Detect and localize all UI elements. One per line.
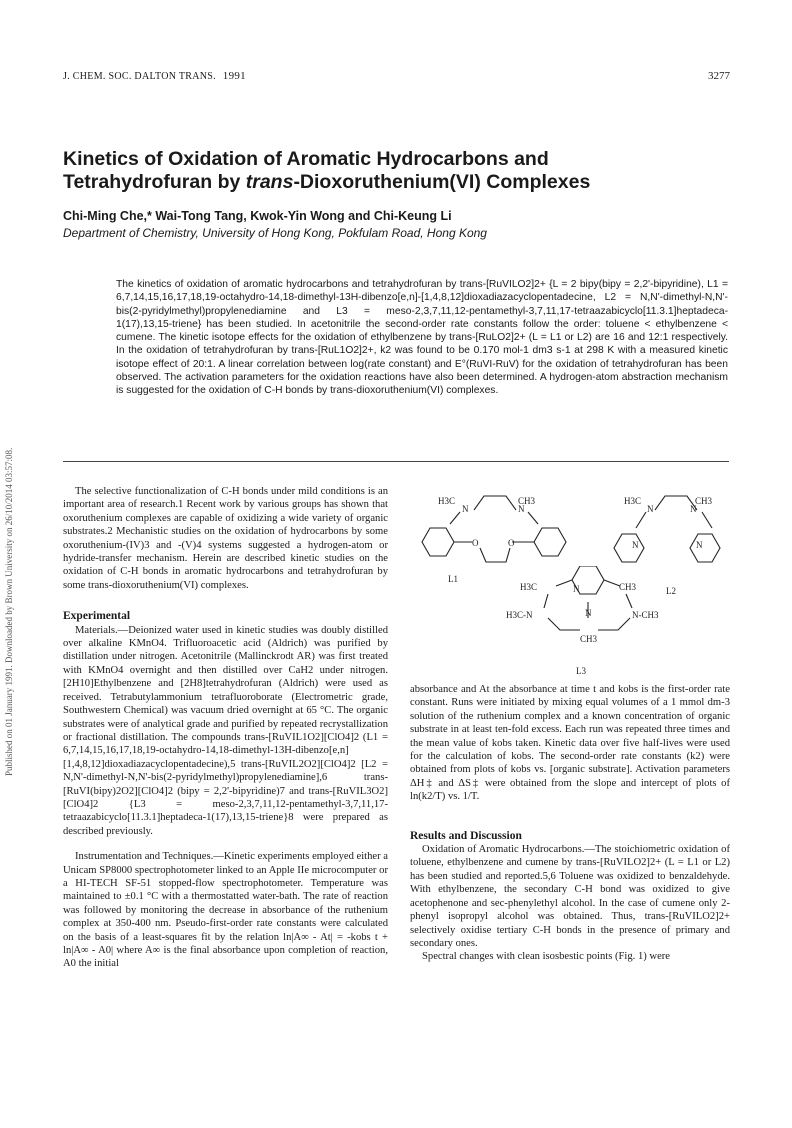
- instrumentation-paragraph: Instrumentation and Techniques.—Kinetic experiments employed either a Unicam SP8000 spectrophotometer linked to an Apple IIe microcomputer or a HI-TECH SF-51 stopped-flow spectrophotometer. Temperature was maintained to ±0.1 °C with a thermostatted water-bath. The rate of reaction was followed by monitoring the decrease in absorbance of the ruthenium complex at 350-400 nm. Pseudo-first-order rate constants were calculated on the basis of a least-squares fit by the relation ln|A∞ - At| = -kobs t + ln|A∞ - A0| where A∞ is the final absorbance upon completion of reaction, A0 the initial: [63, 851, 388, 970]
- l2-n-pyridine-right: N: [696, 540, 703, 550]
- title-line-1: Kinetics of Oxidation of Aromatic Hydrocarbons and: [63, 148, 549, 170]
- materials-paragraph: Materials.—Deionized water used in kinetic studies was doubly distilled over alkaline KMnO4. Trifluoroacetic acid (Aldrich) was purified by distillation under nitrogen. Acetonitrile (Mallinckrodt AR) was first treated with KMnO4 overnight and then distilled over CaH2 under nitrogen. [2H10]Ethylbenzene and [2H8]tetrahydrofuran (Aldrich) were used as received. Tetrabutylammonium tetrafluoroborate (Electrometric grade, Southwestern Chemical) was vacuum dried overnight at 65 °C. The organic substrates were of analytical grade and purified by repeated recrystallization or fractional distillation. The compounds trans-[RuVIL1O2][ClO4]2 (L1 = 6,7,14,15,16,17,18,19-octahydro-14,18-dimethyl-13H-dibenzo[e,n][1,4,8,12]dioxadiazacyclopentadecine),5 trans-[RuVIL2O2][ClO4]2 [L2 = N,N'-dimethyl-N,N'-bis(2-pyridylmethyl)propylenediamine],6 trans-[RuVI(bipy)2O2][ClO4]2 (bipy = 2,2'-bipyridine)7 and trans-[RuVIL3O2][ClO4]2 {L3 = meso-2,3,7,11,12-pentamethyl-3,7,11,17-tetraazabicyclo[11.3.1]heptadeca-1(17),13,15-triene}8 were prepared as described previously.: [63, 624, 388, 837]
- section-heading-results: Results and Discussion: [410, 829, 522, 842]
- affiliation: Department of Chemistry, University of Hong Kong, Pokfulam Road, Hong Kong: [63, 226, 487, 240]
- ligand-l3-structure: [500, 566, 680, 681]
- l1-o-left: O: [472, 538, 479, 548]
- running-header: [63, 70, 246, 82]
- l1-o-right: O: [508, 538, 515, 548]
- l2-h3c-label: H3C: [624, 496, 642, 506]
- l2-n-left: N: [647, 504, 654, 514]
- continued-paragraph: absorbance and At the absorbance at time t and kobs is the first-order rate constant. Runs were initiated by mixing equal volumes of a 1 mmol dm-3 solution of the ruthenium complex and a known concentration of organic substrate in at least ten-fold excess. Each run was repeated three times and the mean value of kobs taken. Kinetic data over five half-lives were used for the calculation of kobs. The second-order rate constants (k2) were obtained from plots of kobs vs. [organic substrate]. Activation parameters ΔH‡ and ΔS‡ were obtained from the slope and intercept of plots of ln(k2/T) vs. 1/T.: [410, 684, 730, 803]
- title-part: -Dioxoruthenium(VI) Complexes: [293, 171, 591, 193]
- abstract: The kinetics of oxidation of aromatic hydrocarbons and tetrahydrofuran by trans-[RuVILO2]2+ {L = 2 bipy(bipy = 2,2'-bipyridine), L1 = 6,7,14,15,16,17,18,19-octahydro-14,18-dimethyl-13H-dibenzo[e,n]-[1,4,8,12]dioxadiazacyclopentadecine, L2 = N,N'-dimethyl-N,N'-bis(2-pyridylmethyl)propylenediamine and L3 = meso-2,3,7,11,12-pentamethyl-3,7,11,17-tetraazabicyclo[11.3.1]heptadeca-1(17),13,15-triene} has been studied. In acetonitrile the second-order rate constants follow the order: toluene < ethylbenzene < cumene. The kinetic isotope effects for the oxidation of ethylbenzene by trans-[RuLO2]2+ (L = L1 or L2) are 16 and 12:1 respectively. In the oxidation of tetrahydrofuran by trans-[RuL1O2]2+, k2 was found to be 0.170 mol-1 dm3 s-1 at 298 K with a measured kinetic isotope effect of 20:1. A linear correlation between log(rate constant) and E°(RuVI-RuV) for the oxidation of tetrahydrofuran has been observed. The activation parameters for the oxidation reactions have also been determined. A hydrogen-atom abstraction mechanism is suggested for the oxidation of C-H bonds by trans-dioxoruthenium(VI) complexes.: [116, 279, 728, 397]
- divider: [63, 461, 729, 462]
- l1-n-left: N: [462, 504, 469, 514]
- left-column: [63, 485, 388, 971]
- l3-ch3-label: CH3: [619, 582, 637, 592]
- author-list: Chi-Ming Che,* Wai-Tong Tang, Kwok-Yin Wong and Chi-Keung Li: [63, 209, 452, 223]
- l3-n-pyridine: N: [573, 584, 580, 594]
- l2-n-pyridine-left: N: [632, 540, 639, 550]
- spectral-paragraph: Spectral changes with clean isosbestic points (Fig. 1) were: [422, 951, 671, 963]
- journal-name: J. CHEM. SOC. DALTON TRANS.: [63, 71, 216, 82]
- title-italic: trans: [245, 171, 294, 193]
- l1-label: L1: [448, 574, 458, 584]
- l2-n-right: N: [690, 504, 697, 514]
- l3-ch3-center: CH3: [580, 634, 598, 644]
- l2-ch3-label: CH3: [695, 496, 713, 506]
- l2-label: L2: [666, 586, 676, 596]
- l1-n-right: N: [518, 504, 525, 514]
- journal-year: 1991: [222, 70, 246, 82]
- right-column: [410, 683, 730, 964]
- section-heading-experimental: Experimental: [63, 610, 131, 623]
- l3-n-center: N: [585, 608, 592, 618]
- page-number: 3277: [708, 70, 730, 82]
- title-part: Tetrahydrofuran by: [63, 171, 246, 193]
- download-note: Published on 01 January 1991. Downloaded by Brown University on 26/10/2014 03:57:08.: [4, 447, 14, 776]
- l3-label: L3: [576, 666, 586, 676]
- l3-n-ch3-label: N-CH3: [632, 610, 659, 620]
- title-line-2: [63, 171, 743, 194]
- article-title: [63, 148, 743, 194]
- l1-h3c-label: H3C: [438, 496, 456, 506]
- oxidation-paragraph: Oxidation of Aromatic Hydrocarbons.—The stoichiometric oxidation of toluene, ethylbenzene and cumene by trans-[RuVILO2]2+ (L = L1 or L2) has been studied and reported.5,6 Toluene was oxidized to benzaldehyde. With ethylbenzene, the secondary C-H bond was oxidized to give acetophenone and sec-phenylethyl alcohol. In the case of cumene only 2-phenyl isopropyl alcohol was obtained. Thus, trans-[RuVILO2]2+ selectively oxidise tertiary C-H bonds in the presence of primary and secondary ones.: [410, 844, 730, 949]
- intro-paragraph: The selective functionalization of C-H bonds under mild conditions is an important area of research.1 Recent work by various groups has shown that oxoruthenium complexes are capable of oxidizing a wide variety of organic substrates.2 Mechanistic studies on the oxidation of hydrocarbons by some oxoruthenium-(IV)3 and -(V)4 systems suggested a hydrogen-atom or hydride-transfer mechanism. Herein are described kinetic studies on the oxidation of C-H bonds in aromatic hydrocarbons and tetrahydrofuran by some trans-dioxoruthenium(VI) complexes.: [63, 486, 388, 591]
- side-note: [0, 0, 16, 1128]
- l3-h3c-label: H3C: [520, 582, 538, 592]
- l3-h3c-n-label: H3C-N: [506, 610, 533, 620]
- l1-ch3-label: CH3: [518, 496, 536, 506]
